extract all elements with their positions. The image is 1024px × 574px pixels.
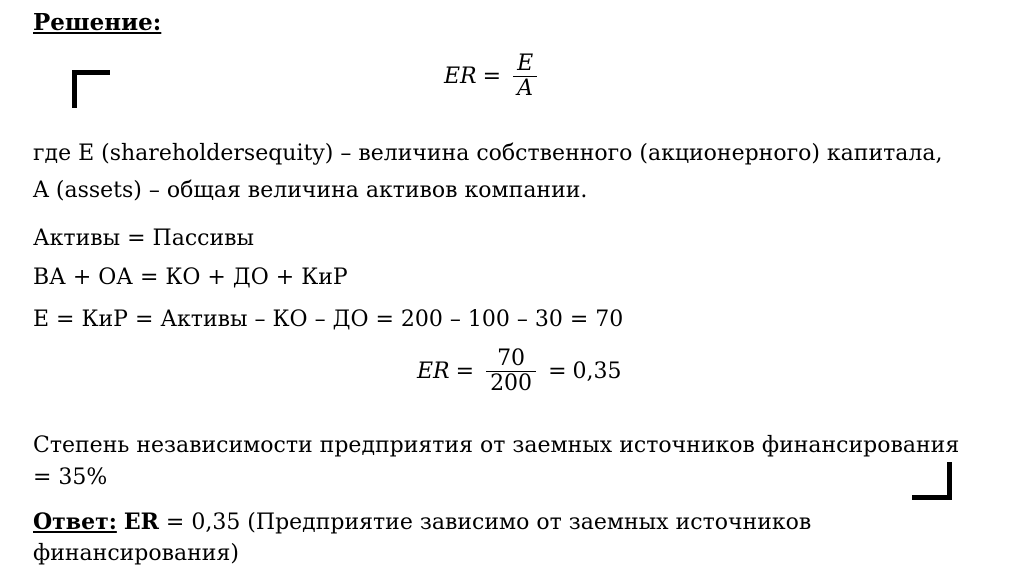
formula2-eq2: = <box>548 359 567 384</box>
formula2-denominator: 200 <box>490 371 533 396</box>
formula2-numerator: 70 <box>497 346 526 371</box>
answer-line-1 <box>33 509 811 536</box>
formula1-numerator: E <box>517 51 534 76</box>
formula-er-calculation <box>417 347 621 396</box>
formula1-denominator: A <box>517 76 534 101</box>
formula-er-definition <box>444 52 543 101</box>
definition-line-2: A (assets) – общая величина активов компании. <box>33 178 588 203</box>
equation-line-3: Е = КиР = Активы – КО – ДО = 200 – 100 – 30 = 70 <box>33 307 624 332</box>
formula2-eq: = <box>455 359 475 384</box>
answer-key: ER <box>123 509 159 535</box>
solution-heading: Решение: <box>33 9 162 36</box>
conclusion-line-2: = 35% <box>33 465 108 490</box>
equation-line-2: ВА + ОА = КО + ДО + КиР <box>33 265 348 290</box>
definition-line-1: где E (shareholdersequity) – величина собственного (акционерного) капитала, <box>33 141 943 166</box>
formula2-fraction <box>486 347 536 396</box>
conclusion-line-1: Степень независимости предприятия от заемных источников финансирования <box>33 433 960 458</box>
answer-label: Ответ: <box>33 509 117 535</box>
formula1-eq: = <box>482 64 502 89</box>
equation-line-1: Активы = Пассивы <box>33 226 255 251</box>
answer-line-2: финансирования) <box>33 541 239 566</box>
formula1-lhs: ER <box>444 64 477 89</box>
corner-bracket-bottom-right <box>912 462 952 500</box>
formula2-lhs: ER <box>417 359 450 384</box>
corner-bracket-top-left <box>72 70 110 108</box>
formula2-result: 0,35 <box>572 359 622 384</box>
formula1-fraction <box>513 52 537 101</box>
answer-text: = 0,35 (Предприятие зависимо от заемных источников <box>158 510 812 535</box>
